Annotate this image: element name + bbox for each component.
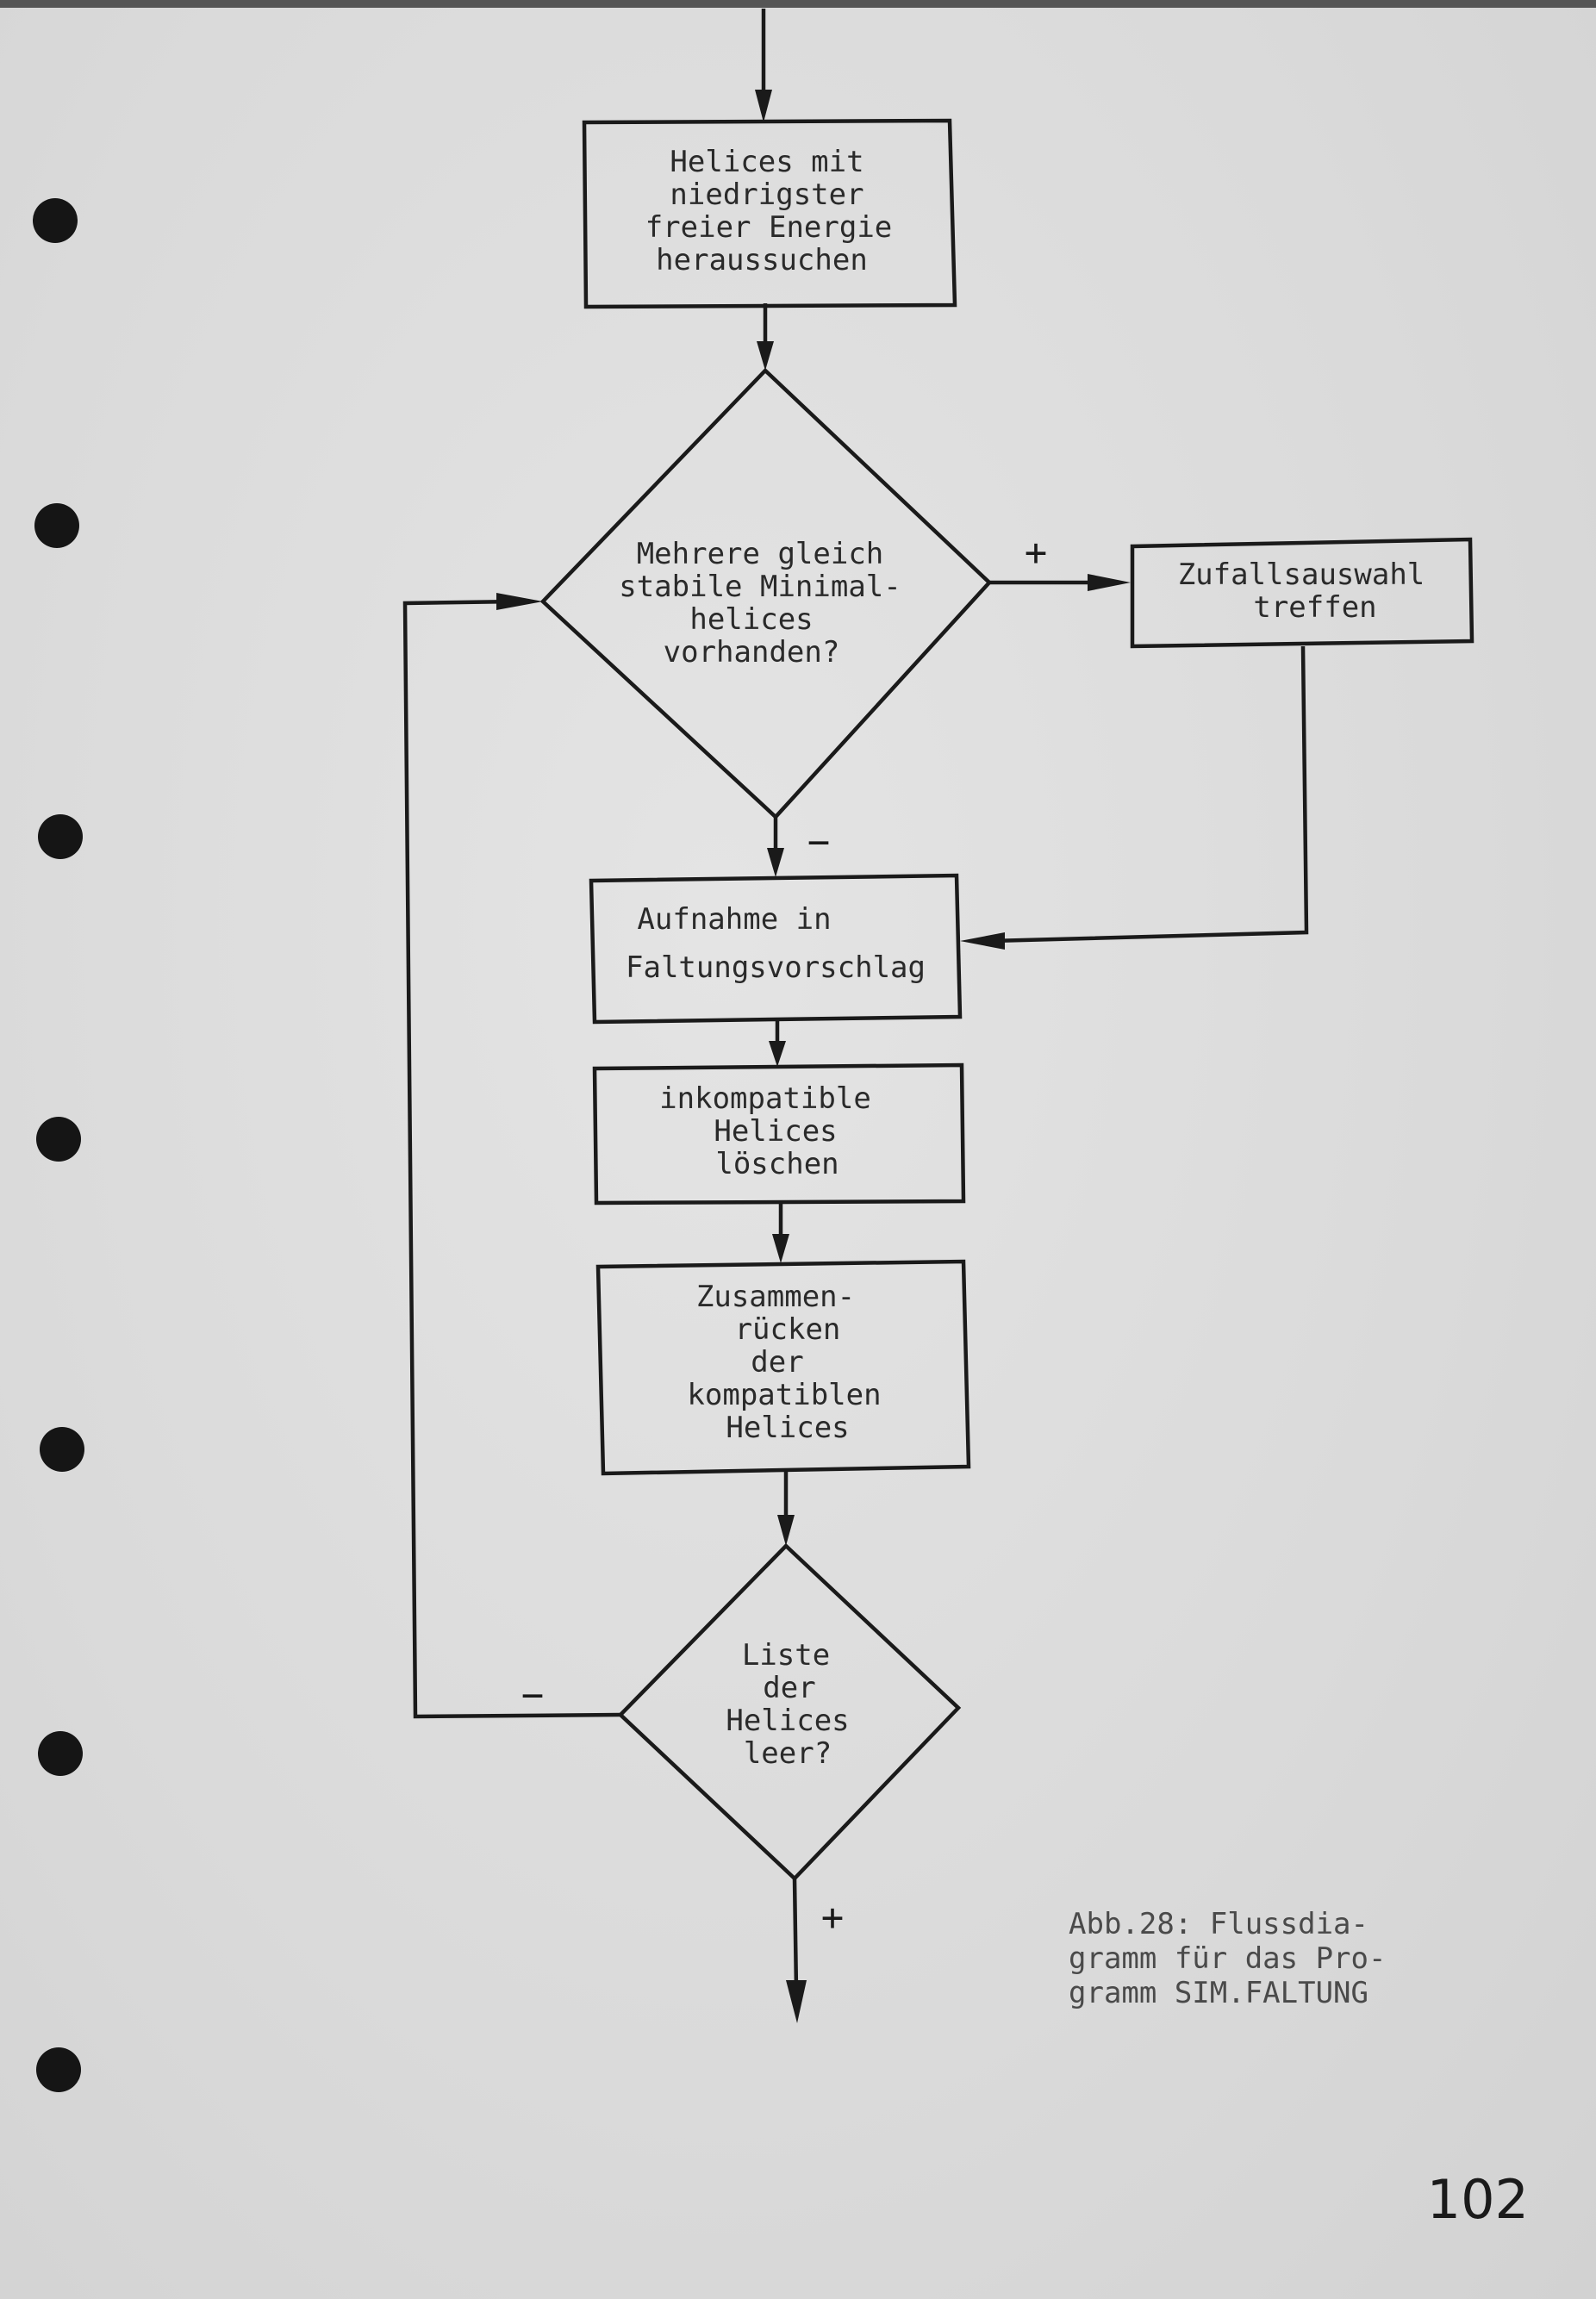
node-text-line: helices xyxy=(689,602,814,637)
decision-list-empty xyxy=(620,1546,958,1878)
node-text-line: niedrigster xyxy=(670,178,864,212)
node-text-line: Mehrere gleich xyxy=(636,537,884,571)
node-text-line: kompatiblen xyxy=(687,1378,882,1412)
process-move-together xyxy=(598,1262,969,1473)
node-text-line: Helices xyxy=(726,1411,850,1445)
caption-line: gramm SIM.FALTUNG xyxy=(1069,1976,1368,2010)
node-text-line: inkompatible xyxy=(659,1081,871,1116)
connector-loop-back xyxy=(405,601,620,1716)
node-text-line: freier Energie xyxy=(645,210,893,245)
branch-label-no: − xyxy=(807,820,831,864)
node-text-line: Helices xyxy=(726,1704,850,1738)
branch-label-yes: + xyxy=(820,1896,845,1940)
arrowhead xyxy=(757,341,774,371)
branch-label-yes: + xyxy=(1024,531,1048,575)
node-text-line: der xyxy=(763,1671,816,1705)
decision-multiple-helices xyxy=(543,371,989,817)
arrowhead xyxy=(960,932,1005,950)
node-text-line: Helices xyxy=(714,1114,838,1149)
arrowhead xyxy=(769,1041,786,1067)
caption-line: Abb.28: Flussdia- xyxy=(1069,1907,1368,1941)
node-text-line: vorhanden? xyxy=(663,635,840,670)
caption-line: gramm für das Pro- xyxy=(1069,1941,1387,1976)
figure-caption xyxy=(1069,1907,1386,2010)
arrowhead xyxy=(496,593,543,610)
node-text-line: Zusammen- xyxy=(695,1280,856,1314)
arrowhead xyxy=(1088,574,1131,591)
node-text-line: Faltungsvorschlag xyxy=(626,950,926,985)
node-text-line: stabile Minimal- xyxy=(619,570,901,604)
node-text-line: der xyxy=(751,1345,804,1380)
flow-connectors xyxy=(405,9,1306,2023)
node-text-line: heraussuchen xyxy=(656,243,868,277)
node-text-line: leer? xyxy=(743,1736,832,1771)
arrowhead xyxy=(786,1980,807,2023)
connector-exit xyxy=(795,1878,796,1991)
node-text-line: Aufnahme in xyxy=(637,902,832,937)
node-text-line: Liste xyxy=(741,1638,831,1673)
process-delete-incompatible xyxy=(595,1065,963,1203)
node-text-line: treffen xyxy=(1253,590,1377,625)
node-text-line: Zufallsauswahl xyxy=(1177,558,1425,592)
process-select-helices xyxy=(584,121,955,307)
arrowhead xyxy=(777,1515,795,1546)
connector-random-to-add xyxy=(991,646,1306,941)
process-add-to-proposal xyxy=(591,875,960,1022)
arrowhead xyxy=(755,90,772,122)
process-random-selection xyxy=(1132,539,1472,646)
node-text-line: Helices mit xyxy=(670,145,864,179)
node-text-line: löschen xyxy=(715,1147,839,1181)
arrowhead xyxy=(767,848,784,877)
page-number: 102 xyxy=(1426,2168,1529,2231)
arrowhead xyxy=(772,1234,789,1263)
node-text-line: rücken xyxy=(734,1312,841,1347)
branch-label-no: − xyxy=(521,1673,545,1717)
